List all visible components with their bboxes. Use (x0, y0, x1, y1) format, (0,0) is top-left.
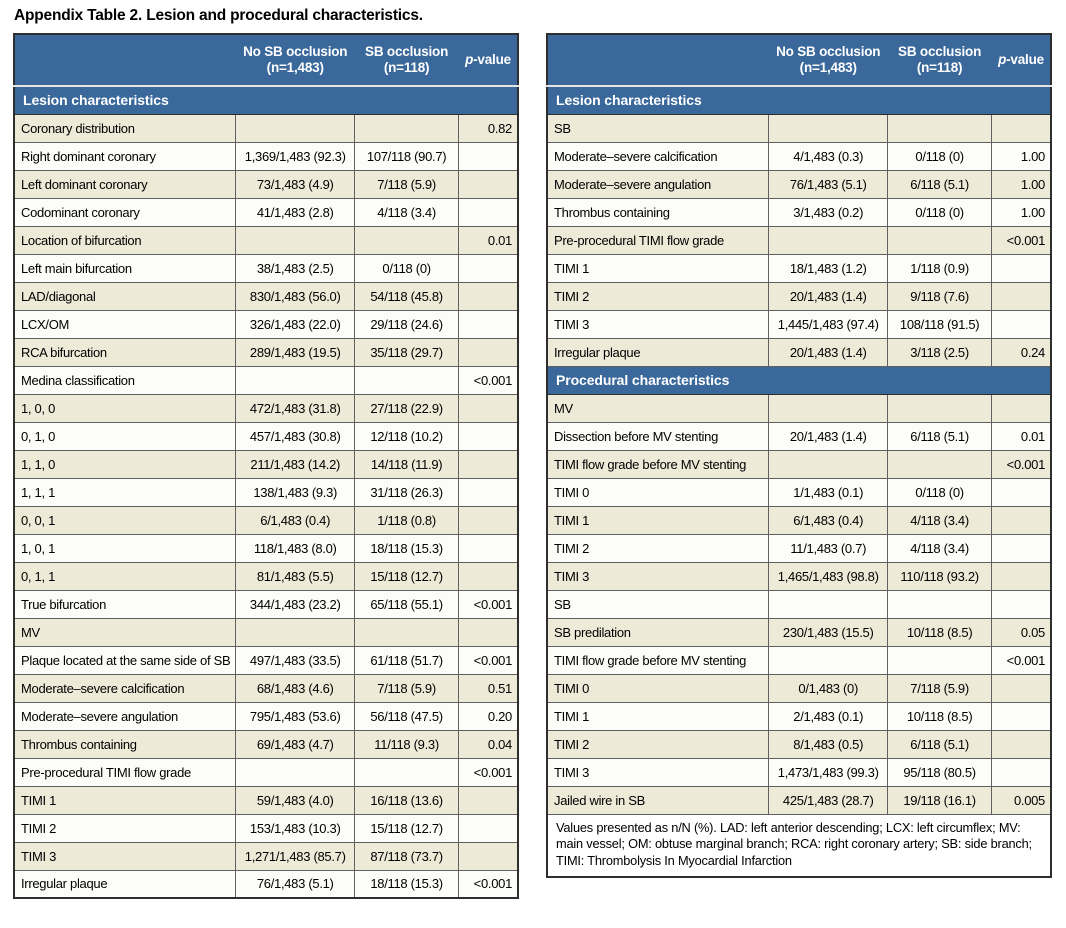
value-no-sb-occlusion: 1,473/1,483 (99.3) (769, 758, 888, 786)
table-row (547, 786, 1051, 814)
column-header-p-value: p-value (992, 34, 1052, 86)
row-label: Moderate–severe calcification (14, 674, 236, 702)
value-no-sb-occlusion (769, 394, 888, 422)
row-label: Left main bifurcation (14, 254, 236, 282)
value-no-sb-occlusion: 230/1,483 (15.5) (769, 618, 888, 646)
table-row (547, 282, 1051, 310)
p-value: <0.001 (459, 758, 519, 786)
value-sb-occlusion: 15/118 (12.7) (355, 562, 459, 590)
row-label: TIMI 1 (547, 506, 769, 534)
p-value (459, 786, 519, 814)
value-sb-occlusion: 14/118 (11.9) (355, 450, 459, 478)
table-row (547, 758, 1051, 786)
p-value (459, 450, 519, 478)
value-no-sb-occlusion (236, 758, 355, 786)
table-row (14, 646, 518, 674)
table-row (14, 394, 518, 422)
table-row (14, 338, 518, 366)
value-no-sb-occlusion: 20/1,483 (1.4) (769, 282, 888, 310)
table-row (547, 618, 1051, 646)
value-sb-occlusion: 35/118 (29.7) (355, 338, 459, 366)
p-value: 0.24 (992, 338, 1052, 366)
table-row (547, 730, 1051, 758)
value-sb-occlusion: 1/118 (0.9) (888, 254, 992, 282)
table-row (14, 842, 518, 870)
table-row (14, 310, 518, 338)
value-no-sb-occlusion: 0/1,483 (0) (769, 674, 888, 702)
p-value: 1.00 (992, 142, 1052, 170)
p-value (992, 282, 1052, 310)
table-row (14, 114, 518, 142)
table-row (14, 870, 518, 898)
p-value (459, 338, 519, 366)
value-sb-occlusion: 10/118 (8.5) (888, 618, 992, 646)
row-label: 1, 0, 1 (14, 534, 236, 562)
value-sb-occlusion: 7/118 (5.9) (355, 170, 459, 198)
value-sb-occlusion (888, 646, 992, 674)
value-no-sb-occlusion (769, 226, 888, 254)
page (0, 7, 1066, 928)
value-sb-occlusion (888, 590, 992, 618)
value-sb-occlusion: 0/118 (0) (888, 198, 992, 226)
p-value (992, 478, 1052, 506)
value-no-sb-occlusion (236, 618, 355, 646)
p-value: 1.00 (992, 198, 1052, 226)
table-row (14, 730, 518, 758)
p-value (459, 534, 519, 562)
value-sb-occlusion: 11/118 (9.3) (355, 730, 459, 758)
value-no-sb-occlusion: 38/1,483 (2.5) (236, 254, 355, 282)
value-sb-occlusion: 0/118 (0) (888, 142, 992, 170)
row-label: Plaque located at the same side of SB (14, 646, 236, 674)
p-value: 1.00 (992, 170, 1052, 198)
p-value (992, 254, 1052, 282)
row-label: TIMI 1 (14, 786, 236, 814)
value-no-sb-occlusion: 8/1,483 (0.5) (769, 730, 888, 758)
table-row (14, 618, 518, 646)
table-row (14, 282, 518, 310)
row-label: Thrombus containing (14, 730, 236, 758)
table-row (547, 478, 1051, 506)
table-row (547, 674, 1051, 702)
row-label: TIMI 0 (547, 478, 769, 506)
value-sb-occlusion: 7/118 (5.9) (888, 674, 992, 702)
column-header-row (547, 34, 1051, 86)
row-label: Dissection before MV stenting (547, 422, 769, 450)
section-header-row (14, 86, 518, 114)
row-label: Thrombus containing (547, 198, 769, 226)
value-sb-occlusion: 56/118 (47.5) (355, 702, 459, 730)
p-value: <0.001 (459, 870, 519, 898)
value-no-sb-occlusion (769, 590, 888, 618)
p-value (992, 730, 1052, 758)
table-row (547, 226, 1051, 254)
p-value (992, 674, 1052, 702)
table-row (547, 422, 1051, 450)
row-label: Left dominant coronary (14, 170, 236, 198)
table-row (547, 310, 1051, 338)
value-no-sb-occlusion: 3/1,483 (0.2) (769, 198, 888, 226)
p-value (459, 142, 519, 170)
value-no-sb-occlusion: 1,445/1,483 (97.4) (769, 310, 888, 338)
row-label: MV (547, 394, 769, 422)
row-label: Codominant coronary (14, 198, 236, 226)
value-sb-occlusion (888, 394, 992, 422)
value-no-sb-occlusion: 2/1,483 (0.1) (769, 702, 888, 730)
p-value (992, 562, 1052, 590)
p-value (459, 198, 519, 226)
row-label: 0, 0, 1 (14, 506, 236, 534)
row-label: Irregular plaque (547, 338, 769, 366)
p-value: <0.001 (459, 366, 519, 394)
row-label: Moderate–severe angulation (547, 170, 769, 198)
table-row (14, 254, 518, 282)
row-label: TIMI 2 (547, 282, 769, 310)
table-row (547, 254, 1051, 282)
row-label: 1, 1, 1 (14, 478, 236, 506)
p-value (459, 842, 519, 870)
lesion-procedural-characteristics-table (546, 33, 1052, 878)
value-sb-occlusion (888, 450, 992, 478)
p-value: 0.05 (992, 618, 1052, 646)
value-sb-occlusion: 3/118 (2.5) (888, 338, 992, 366)
value-sb-occlusion: 107/118 (90.7) (355, 142, 459, 170)
value-no-sb-occlusion: 795/1,483 (53.6) (236, 702, 355, 730)
p-value (459, 310, 519, 338)
row-label: True bifurcation (14, 590, 236, 618)
p-value (992, 758, 1052, 786)
table-row (547, 198, 1051, 226)
value-sb-occlusion: 54/118 (45.8) (355, 282, 459, 310)
table-row (14, 702, 518, 730)
value-sb-occlusion: 6/118 (5.1) (888, 422, 992, 450)
table-row (547, 142, 1051, 170)
row-label: TIMI 2 (547, 534, 769, 562)
p-value: 0.01 (459, 226, 519, 254)
value-no-sb-occlusion: 41/1,483 (2.8) (236, 198, 355, 226)
table-row (14, 534, 518, 562)
row-label: Location of bifurcation (14, 226, 236, 254)
table-row (547, 702, 1051, 730)
value-no-sb-occlusion: 59/1,483 (4.0) (236, 786, 355, 814)
table-row (547, 170, 1051, 198)
row-label: 0, 1, 0 (14, 422, 236, 450)
table-row (547, 646, 1051, 674)
p-value (459, 562, 519, 590)
table-footnote: Values presented as n/N (%). LAD: left anterior descending; LCX: left circumflex; MV: main vessel; OM: obtuse marginal branch; RCA: right coronary artery; SB: side branch; TIMI: Thrombolysis In Myocardial Infarction (547, 814, 1051, 877)
column-header-empty (547, 34, 769, 86)
value-no-sb-occlusion: 326/1,483 (22.0) (236, 310, 355, 338)
table-row (14, 198, 518, 226)
row-label: TIMI 3 (547, 310, 769, 338)
row-label: Pre-procedural TIMI flow grade (14, 758, 236, 786)
value-sb-occlusion (355, 114, 459, 142)
value-sb-occlusion: 0/118 (0) (355, 254, 459, 282)
value-no-sb-occlusion: 6/1,483 (0.4) (236, 506, 355, 534)
value-no-sb-occlusion: 138/1,483 (9.3) (236, 478, 355, 506)
value-no-sb-occlusion: 20/1,483 (1.4) (769, 422, 888, 450)
value-no-sb-occlusion: 211/1,483 (14.2) (236, 450, 355, 478)
value-sb-occlusion: 61/118 (51.7) (355, 646, 459, 674)
row-label: SB (547, 114, 769, 142)
row-label: Moderate–severe calcification (547, 142, 769, 170)
value-no-sb-occlusion: 289/1,483 (19.5) (236, 338, 355, 366)
row-label: SB predilation (547, 618, 769, 646)
value-sb-occlusion: 87/118 (73.7) (355, 842, 459, 870)
row-label: TIMI 1 (547, 702, 769, 730)
value-no-sb-occlusion: 425/1,483 (28.7) (769, 786, 888, 814)
value-sb-occlusion: 4/118 (3.4) (888, 506, 992, 534)
p-value: 0.20 (459, 702, 519, 730)
p-value (459, 394, 519, 422)
column-header-empty (14, 34, 236, 86)
value-sb-occlusion: 6/118 (5.1) (888, 730, 992, 758)
table-row (14, 142, 518, 170)
table-row (14, 506, 518, 534)
section-header: Lesion characteristics (14, 86, 518, 114)
value-no-sb-occlusion: 76/1,483 (5.1) (236, 870, 355, 898)
value-no-sb-occlusion: 20/1,483 (1.4) (769, 338, 888, 366)
value-no-sb-occlusion: 1,369/1,483 (92.3) (236, 142, 355, 170)
row-label: TIMI 2 (547, 730, 769, 758)
value-no-sb-occlusion: 11/1,483 (0.7) (769, 534, 888, 562)
table-row (14, 450, 518, 478)
value-sb-occlusion: 65/118 (55.1) (355, 590, 459, 618)
row-label: TIMI 3 (547, 758, 769, 786)
table-row (14, 478, 518, 506)
value-sb-occlusion: 10/118 (8.5) (888, 702, 992, 730)
p-value (992, 534, 1052, 562)
lesion-characteristics-table (13, 33, 519, 899)
section-header-row (547, 86, 1051, 114)
p-value (459, 478, 519, 506)
table-row (547, 394, 1051, 422)
table-row (547, 562, 1051, 590)
value-no-sb-occlusion: 76/1,483 (5.1) (769, 170, 888, 198)
value-no-sb-occlusion (769, 114, 888, 142)
p-value: 0.51 (459, 674, 519, 702)
table-row (547, 590, 1051, 618)
value-sb-occlusion: 29/118 (24.6) (355, 310, 459, 338)
row-label: TIMI 1 (547, 254, 769, 282)
value-sb-occlusion: 12/118 (10.2) (355, 422, 459, 450)
p-value (459, 254, 519, 282)
p-value (992, 506, 1052, 534)
value-sb-occlusion (355, 226, 459, 254)
row-label: 1, 0, 0 (14, 394, 236, 422)
p-value: 0.005 (992, 786, 1052, 814)
page-title: Appendix Table 2. Lesion and procedural characteristics. (14, 7, 423, 24)
value-no-sb-occlusion (236, 366, 355, 394)
value-sb-occlusion: 16/118 (13.6) (355, 786, 459, 814)
value-no-sb-occlusion (769, 450, 888, 478)
table-row (14, 786, 518, 814)
value-no-sb-occlusion: 1,465/1,483 (98.8) (769, 562, 888, 590)
column-header-sb-occlusion: SB occlusion (n=118) (355, 34, 459, 86)
row-label: LAD/diagonal (14, 282, 236, 310)
value-no-sb-occlusion: 457/1,483 (30.8) (236, 422, 355, 450)
value-sb-occlusion: 110/118 (93.2) (888, 562, 992, 590)
value-sb-occlusion: 0/118 (0) (888, 478, 992, 506)
p-value (992, 394, 1052, 422)
p-value (459, 814, 519, 842)
p-value (459, 282, 519, 310)
row-label: TIMI 3 (14, 842, 236, 870)
p-value (459, 170, 519, 198)
column-header-no-sb-occlusion: No SB occlusion (n=1,483) (769, 34, 888, 86)
value-sb-occlusion: 7/118 (5.9) (355, 674, 459, 702)
p-value (992, 310, 1052, 338)
p-value: <0.001 (992, 450, 1052, 478)
value-sb-occlusion: 6/118 (5.1) (888, 170, 992, 198)
row-label: Right dominant coronary (14, 142, 236, 170)
row-label: Pre-procedural TIMI flow grade (547, 226, 769, 254)
value-sb-occlusion (888, 226, 992, 254)
table-row (547, 506, 1051, 534)
value-sb-occlusion: 95/118 (80.5) (888, 758, 992, 786)
value-no-sb-occlusion: 344/1,483 (23.2) (236, 590, 355, 618)
row-label: TIMI flow grade before MV stenting (547, 450, 769, 478)
table-row (14, 366, 518, 394)
value-sb-occlusion: 18/118 (15.3) (355, 534, 459, 562)
section-header: Procedural characteristics (547, 366, 1051, 394)
value-no-sb-occlusion (236, 114, 355, 142)
value-sb-occlusion: 4/118 (3.4) (355, 198, 459, 226)
value-sb-occlusion (355, 366, 459, 394)
row-label: Jailed wire in SB (547, 786, 769, 814)
p-value (992, 114, 1052, 142)
row-label: Irregular plaque (14, 870, 236, 898)
value-sb-occlusion: 9/118 (7.6) (888, 282, 992, 310)
value-sb-occlusion (355, 618, 459, 646)
table-row (14, 590, 518, 618)
value-no-sb-occlusion (236, 226, 355, 254)
row-label: 1, 1, 0 (14, 450, 236, 478)
table-row (14, 562, 518, 590)
row-label: SB (547, 590, 769, 618)
p-value: <0.001 (992, 226, 1052, 254)
value-sb-occlusion: 18/118 (15.3) (355, 870, 459, 898)
value-no-sb-occlusion: 6/1,483 (0.4) (769, 506, 888, 534)
value-no-sb-occlusion: 472/1,483 (31.8) (236, 394, 355, 422)
p-value: <0.001 (992, 646, 1052, 674)
value-sb-occlusion: 4/118 (3.4) (888, 534, 992, 562)
row-label: TIMI 2 (14, 814, 236, 842)
value-no-sb-occlusion: 73/1,483 (4.9) (236, 170, 355, 198)
table-row (14, 758, 518, 786)
p-value (459, 618, 519, 646)
row-label: 0, 1, 1 (14, 562, 236, 590)
row-label: Coronary distribution (14, 114, 236, 142)
value-sb-occlusion: 31/118 (26.3) (355, 478, 459, 506)
value-no-sb-occlusion: 81/1,483 (5.5) (236, 562, 355, 590)
p-value: 0.82 (459, 114, 519, 142)
value-no-sb-occlusion: 830/1,483 (56.0) (236, 282, 355, 310)
row-label: Moderate–severe angulation (14, 702, 236, 730)
table-row (14, 674, 518, 702)
row-label: RCA bifurcation (14, 338, 236, 366)
value-no-sb-occlusion: 118/1,483 (8.0) (236, 534, 355, 562)
row-label: TIMI 3 (547, 562, 769, 590)
p-value: 0.01 (992, 422, 1052, 450)
p-value: 0.04 (459, 730, 519, 758)
section-header: Lesion characteristics (547, 86, 1051, 114)
row-label: TIMI flow grade before MV stenting (547, 646, 769, 674)
section-header-row (547, 366, 1051, 394)
p-value (459, 506, 519, 534)
p-value (992, 590, 1052, 618)
table-row (14, 814, 518, 842)
column-header-no-sb-occlusion: No SB occlusion (n=1,483) (236, 34, 355, 86)
value-sb-occlusion: 15/118 (12.7) (355, 814, 459, 842)
value-sb-occlusion (355, 758, 459, 786)
tables-container (13, 33, 1066, 899)
table-row (547, 450, 1051, 478)
value-no-sb-occlusion: 69/1,483 (4.7) (236, 730, 355, 758)
value-no-sb-occlusion: 497/1,483 (33.5) (236, 646, 355, 674)
row-label: MV (14, 618, 236, 646)
row-label: LCX/OM (14, 310, 236, 338)
p-value (459, 422, 519, 450)
table-row (547, 534, 1051, 562)
p-value: <0.001 (459, 590, 519, 618)
footnote-row (547, 814, 1051, 877)
value-sb-occlusion: 1/118 (0.8) (355, 506, 459, 534)
value-no-sb-occlusion: 18/1,483 (1.2) (769, 254, 888, 282)
column-header-p-value: p-value (459, 34, 519, 86)
p-value (992, 702, 1052, 730)
table-row (14, 226, 518, 254)
value-no-sb-occlusion: 68/1,483 (4.6) (236, 674, 355, 702)
column-header-row (14, 34, 518, 86)
value-no-sb-occlusion: 153/1,483 (10.3) (236, 814, 355, 842)
value-sb-occlusion (888, 114, 992, 142)
table-row (547, 114, 1051, 142)
row-label: Medina classification (14, 366, 236, 394)
value-no-sb-occlusion (769, 646, 888, 674)
value-no-sb-occlusion: 1,271/1,483 (85.7) (236, 842, 355, 870)
value-sb-occlusion: 19/118 (16.1) (888, 786, 992, 814)
value-no-sb-occlusion: 1/1,483 (0.1) (769, 478, 888, 506)
value-sb-occlusion: 27/118 (22.9) (355, 394, 459, 422)
row-label: TIMI 0 (547, 674, 769, 702)
table-row (547, 338, 1051, 366)
value-no-sb-occlusion: 4/1,483 (0.3) (769, 142, 888, 170)
column-header-sb-occlusion: SB occlusion (n=118) (888, 34, 992, 86)
p-value: <0.001 (459, 646, 519, 674)
table-row (14, 170, 518, 198)
value-sb-occlusion: 108/118 (91.5) (888, 310, 992, 338)
table-row (14, 422, 518, 450)
